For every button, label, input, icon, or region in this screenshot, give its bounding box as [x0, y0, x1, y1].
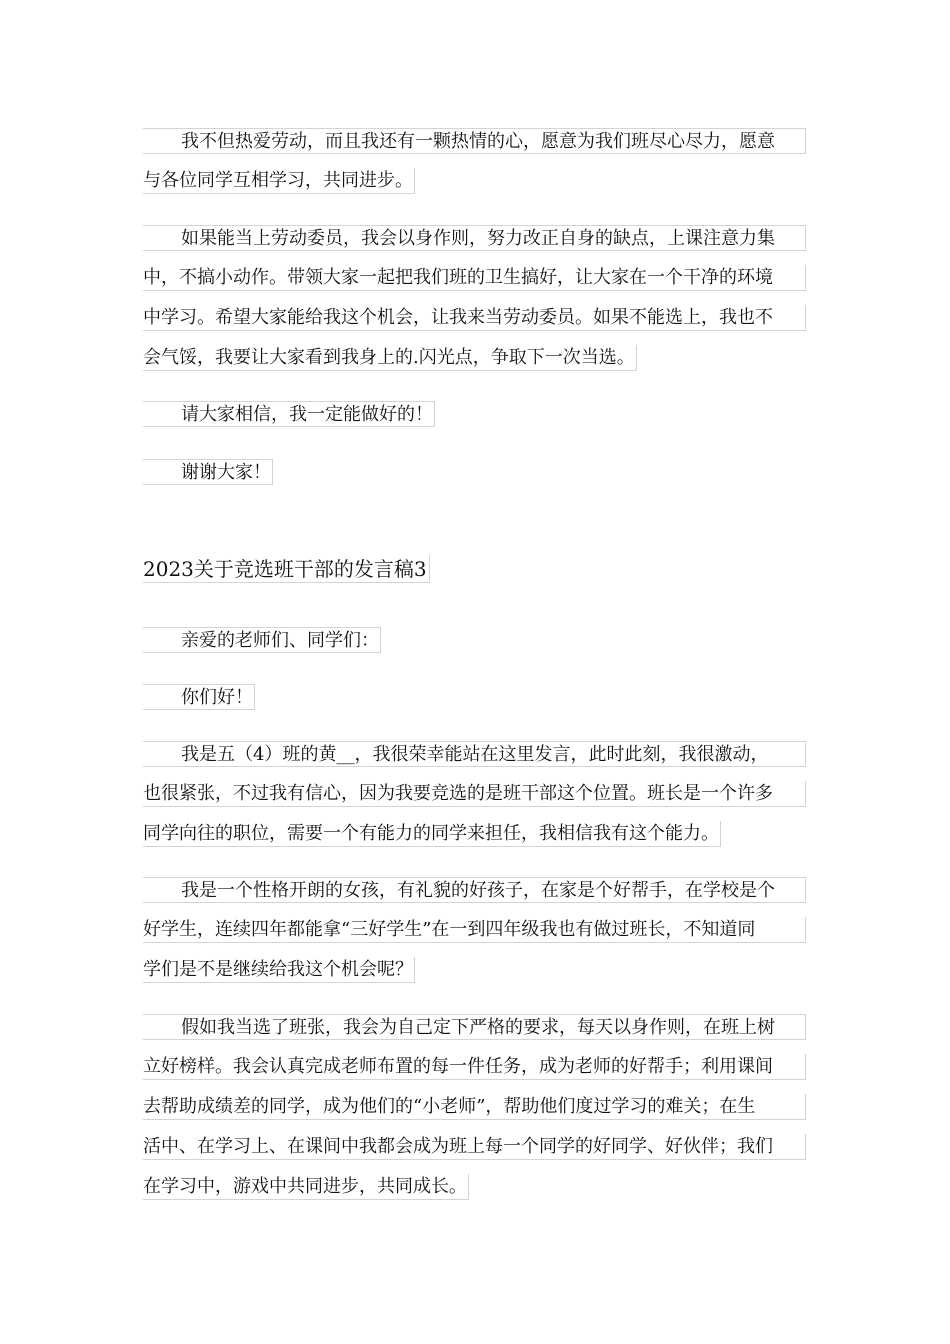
paragraph-7-line-2: 也很紧张，不过我有信心，因为我要竞选的是班干部这个位置。班长是一个许多 [143, 781, 806, 807]
section-heading: 2023关于竞选班干部的发言稿3 [143, 555, 430, 583]
paragraph-4-line-1: 谢谢大家！ [143, 459, 273, 485]
paragraph-8-line-2: 好学生，连续四年都能拿“三好学生”在一到四年级我也有做过班长，不知道同 [143, 917, 806, 943]
paragraph-9-line-2: 立好榜样。我会认真完成老师布置的每一件任务，成为老师的好帮手；利用课间 [143, 1054, 806, 1080]
paragraph-9-line-4: 活中、在学习上、在课间中我都会成为班上每一个同学的好同学、好伙伴；我们 [143, 1134, 806, 1160]
paragraph-2-line-2: 中，不搞小动作。带领大家一起把我们班的卫生搞好，让大家在一个干净的环境 [143, 265, 806, 291]
paragraph-7-line-3: 同学向往的职位，需要一个有能力的同学来担任，我相信我有这个能力。 [143, 821, 721, 847]
paragraph-8-line-3: 学们是不是继续给我这个机会呢？ [143, 957, 415, 983]
paragraph-2-line-1: 如果能当上劳动委员，我会以身作则，努力改正自身的缺点，上课注意力集 [143, 225, 806, 251]
paragraph-6-line-1: 你们好！ [143, 684, 255, 710]
paragraph-1-line-1: 我不但热爱劳动，而且我还有一颗热情的心，愿意为我们班尽心尽力，愿意 [143, 128, 806, 154]
paragraph-5-line-1: 亲爱的老师们、同学们： [143, 627, 381, 653]
paragraph-8-line-1: 我是一个性格开朗的女孩，有礼貌的好孩子，在家是个好帮手，在学校是个 [143, 877, 806, 903]
paragraph-9-line-5: 在学习中，游戏中共同进步，共同成长。 [143, 1174, 469, 1200]
paragraph-9-line-1: 假如我当选了班张，我会为自己定下严格的要求，每天以身作则，在班上树 [143, 1014, 806, 1040]
paragraph-3-line-1: 请大家相信，我一定能做好的！ [143, 401, 435, 427]
paragraph-1-line-2: 与各位同学互相学习，共同进步。 [143, 168, 415, 194]
paragraph-9-line-3: 去帮助成绩差的同学，成为他们的“小老师”，帮助他们度过学习的难关；在生 [143, 1094, 806, 1120]
paragraph-2-line-3: 中学习。希望大家能给我这个机会，让我来当劳动委员。如果不能选上，我也不 [143, 305, 806, 331]
paragraph-2-line-4: 会气馁，我要让大家看到我身上的.闪光点，争取下一次当选。 [143, 345, 637, 371]
paragraph-7-line-1: 我是五（4）班的黄__，我很荣幸能站在这里发言，此时此刻，我很激动， [143, 741, 806, 767]
